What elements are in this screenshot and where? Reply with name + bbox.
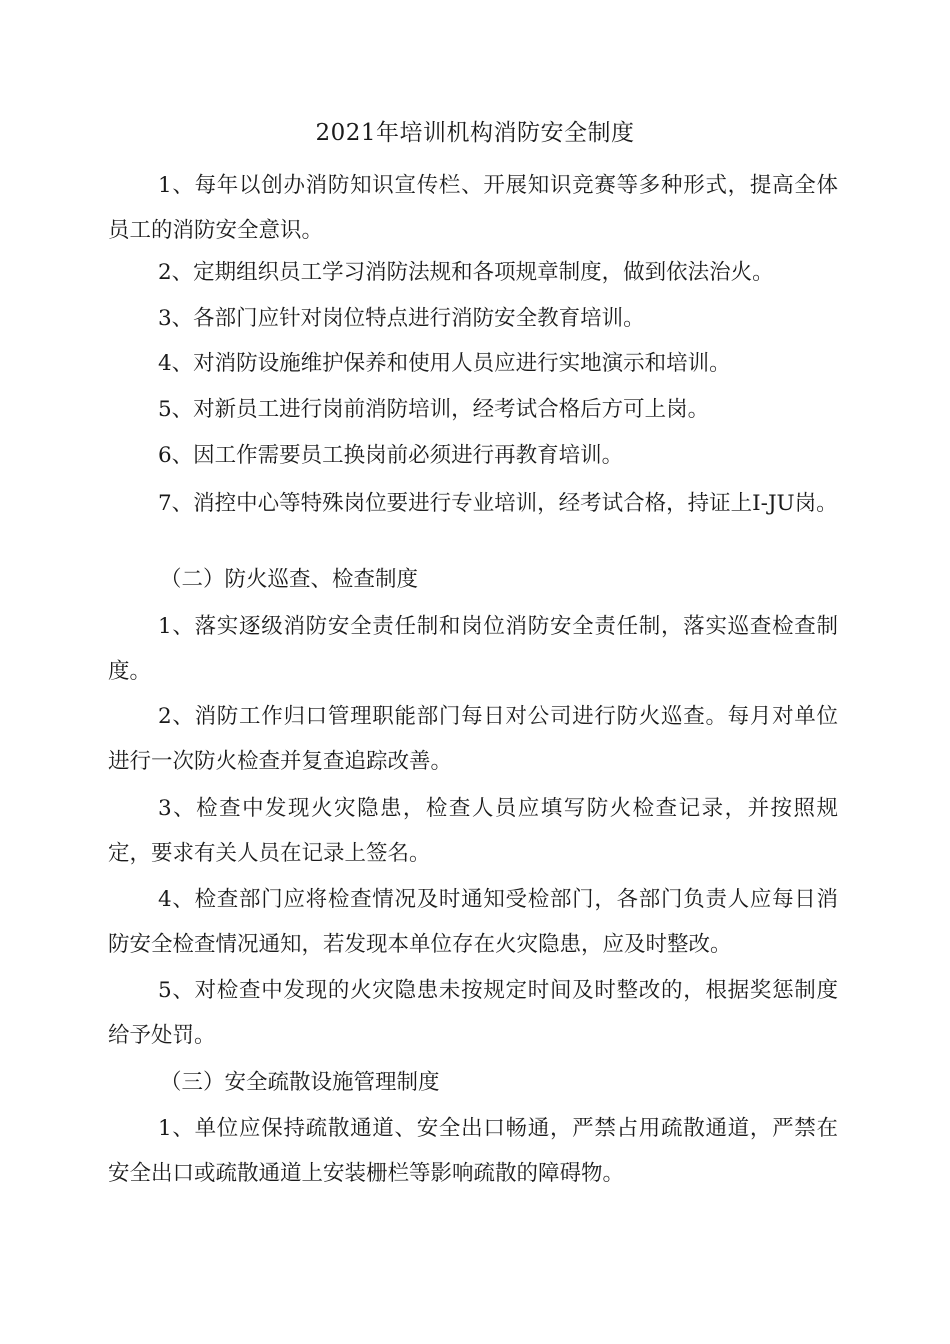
section-heading-2: （二）防火巡查、检查制度: [160, 567, 419, 592]
paragraph-1-5: 5、对新员工进行岗前消防培训，经考试合格后方可上岗。: [158, 397, 710, 422]
paragraph-2-3: 3、检查中发现火灾隐患，检查人员应填写防火检查记录，并按照规定，要求有关人员在记录上签名。: [108, 796, 838, 866]
paragraph-1-2: 2、定期组织员工学习消防法规和各项规章制度，做到依法治火。: [158, 260, 774, 285]
paragraph-3-1: 1、单位应保持疏散通道、安全出口畅通，严禁占用疏散通道，严禁在安全出口或疏散通道上安装栅栏等影响疏散的障碍物。: [108, 1116, 838, 1186]
document-title: 2021年培训机构消防安全制度: [315, 120, 635, 146]
paragraph-1-3: 3、各部门应针对岗位特点进行消防安全教育培训。: [158, 306, 645, 331]
paragraph-1-4: 4、对消防设施维护保养和使用人员应进行实地演示和培训。: [158, 351, 731, 376]
paragraph-2-2: 2、消防工作归口管理职能部门每日对公司进行防火巡查。每月对单位进行一次防火检查并复查追踪改善。: [108, 704, 838, 774]
paragraph-1-7: 7、消控中心等特殊岗位要进行专业培训，经考试合格，持证上I-JU岗。: [158, 491, 838, 516]
paragraph-2-4: 4、检查部门应将检查情况及时通知受检部门，各部门负责人应每日消防安全检查情况通知，若发现本单位存在火灾隐患，应及时整改。: [108, 887, 838, 957]
section-heading-3: （三）安全疏散设施管理制度: [160, 1070, 440, 1095]
paragraph-1-6: 6、因工作需要员工换岗前必须进行再教育培训。: [158, 443, 624, 468]
paragraph-1-1: 1、每年以创办消防知识宣传栏、开展知识竞赛等多种形式，提高全体员工的消防安全意识。: [108, 173, 838, 243]
paragraph-2-1: 1、落实逐级消防安全责任制和岗位消防安全责任制，落实巡查检查制度。: [108, 614, 838, 684]
paragraph-2-5: 5、对检查中发现的火灾隐患未按规定时间及时整改的，根据奖惩制度给予处罚。: [108, 978, 838, 1048]
